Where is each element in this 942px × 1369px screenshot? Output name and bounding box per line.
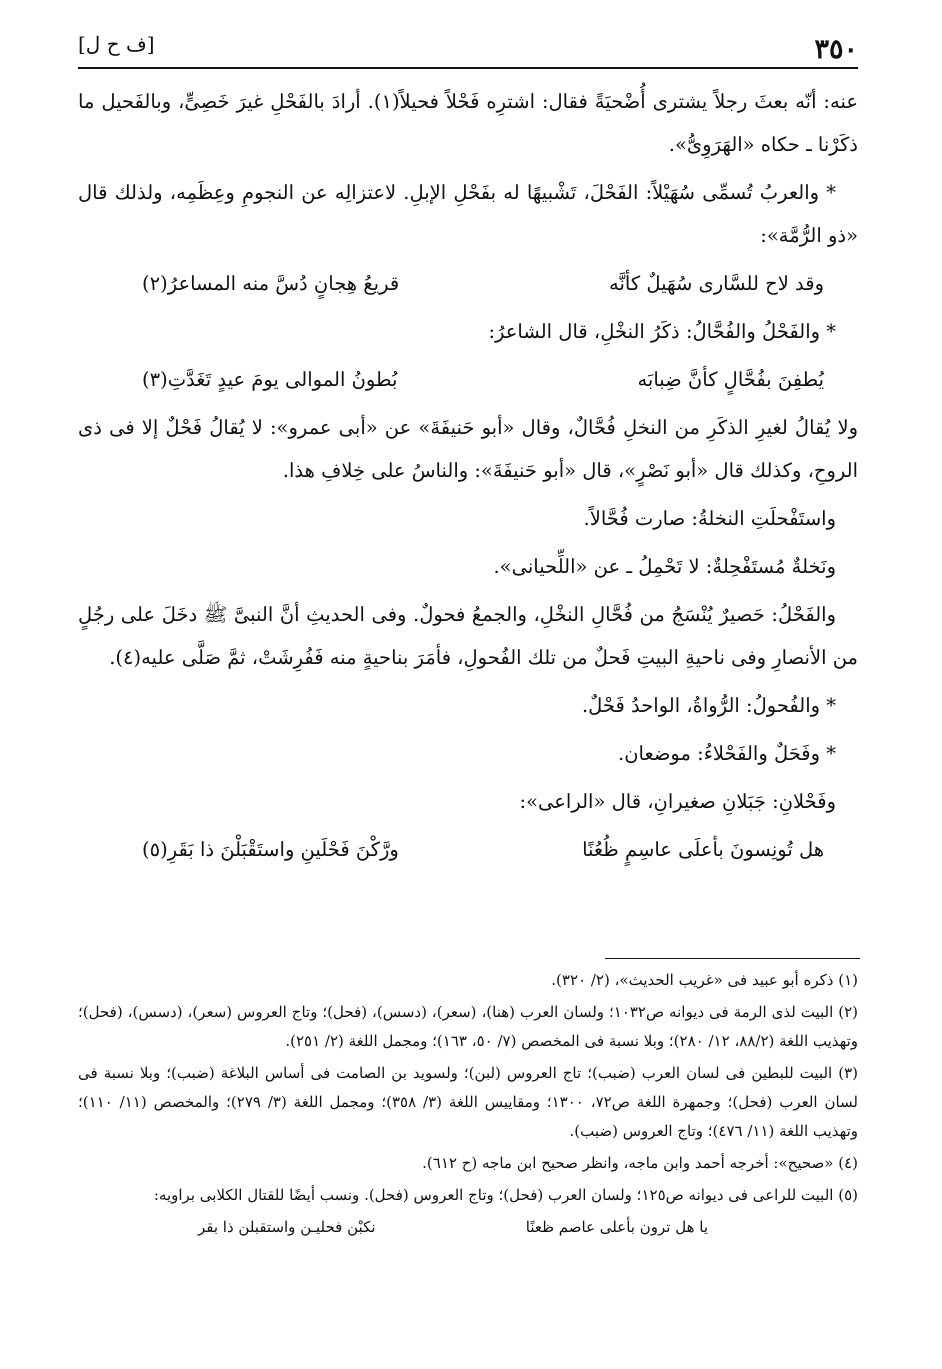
- verse-line: [78, 262, 858, 305]
- header-rule: [78, 67, 858, 69]
- footnote-verse: [78, 1213, 858, 1242]
- root-label: [ف ح ل]: [78, 32, 155, 56]
- verse-line: [78, 828, 858, 871]
- verse-first-hemistich: يُطفِنَ بفُحَّالٍ كأنَّ ضِبابَه: [637, 368, 824, 391]
- paragraph: * والفَحْلُ والفُحَّالُ: ذكَرُ النخْلِ، قال الشاعرُ:: [488, 320, 836, 343]
- footnote-rule: [605, 958, 860, 959]
- footnote: (٥) البيت للراعى فى ديوانه ص١٢٥؛ ولسان العرب (فحل)؛ وتاج العروس (فحل). ونسب أيضًا للقتال الكلابى براويه:: [153, 1186, 858, 1204]
- verse-first-hemistich: هل تُونِسونَ بأعلَى عاسِمٍ ظُعُنًا: [582, 838, 824, 861]
- paragraph: والفَحْلُ: حَصيرٌ يُنْسَجُ من فُحَّالِ النخْلِ، والجمعُ فحولٌ. وفى الحديثِ أنَّ النبىَّ ﷺ دخَلَ على رجُلٍ من الأنصارِ وفى ناحيةِ البيتِ فَحلٌ من تلك الفُحولِ، فأمَرَ بناحيةٍ منه فَفُرِشَتْ، ثمَّ صَلَّى عليه(٤).: [78, 603, 858, 669]
- paragraph: * والفُحولُ: الرُّواةُ، الواحدُ فَحْلٌ.: [581, 694, 836, 717]
- paragraph: واستَفْحلَتِ النخلةُ: صارت فُحَّالاً.: [583, 507, 836, 530]
- paragraph: * والعربُ تُسمِّى سُهَيْلاً: الفَحْلَ، تَشْبيهًا له بفَحْلِ الإبلِ. لاعتزالِه عن النجومِ وعِظَمِه، ولذلك قال «ذو الرُّمَّة»:: [78, 181, 858, 247]
- main-text: [78, 80, 858, 876]
- footnote: (٢) البيت لذى الرمة فى ديوانه ص١٠٣٢؛ ولسان العرب (هنا)، (سعر)، (دسس)، (فحل)؛ وتاج العروس (سعر)، (دسس)، (فحل)؛ وتهذيب اللغة (٨٨/٢، ١٢/ ٢٨٠)؛ وبلا نسبة فى المخصص (٧/ ٥٠، ١٦٣)؛ ومجمل اللغة (٢/ ٢٥١).: [78, 1003, 858, 1050]
- footnote: (١) ذكره أبو عبيد فى «غريب الحديث»، (٢/ ٣٢٠).: [551, 971, 858, 989]
- verse-second-hemistich: بُطونُ الموالى يومَ عيدٍ تَغَدَّتِ(٣): [142, 368, 398, 391]
- verse-first-hemistich: وقد لاح للسَّارى سُهَيلٌ كأنَّه: [609, 272, 824, 295]
- paragraph: عنه: أنّه بعثَ رجلاً يشترى أُضْحيَةً فقال: اشترِه فَحْلاً فحيلاً(١). أرادَ بالفَحْلِ غيرَ خَصِىٍّ، وبالفَحيل ما ذكَرْنا ـ حكاه «الهَرَوِىُّ».: [78, 90, 858, 156]
- footnote: (٤) «صحيح»: أخرجه أحمد وابن ماجه، وانظر صحيح ابن ماجه (ح ٦١٢).: [422, 1154, 858, 1172]
- verse-second-hemistich: قريعُ هِجانٍ دُسَّ منه المساعرُ(٢): [142, 272, 400, 295]
- page-number: ٣٥٠: [814, 34, 858, 65]
- footnotes: [78, 966, 858, 1242]
- footnote: (٣) البيت للبطين فى لسان العرب (ضبب)؛ تاج العروس (لبن)؛ ولسويد بن الصامت فى أساس البلاغة (ضبب)؛ وبلا نسبة فى لسان العرب (فحل)؛ وجمهرة اللغة ص٧٢، ١٣٠٠؛ ومقاييس اللغة (٣/ ٣٥٨)؛ ومجمل اللغة (٣/ ٢٧٩)؛ والمخصص (١١/ ١١٠)؛ وتهذيب اللغة (١١/ ٤٧٦)؛ وتاج العروس (ضبب).: [78, 1064, 858, 1140]
- verse-second-hemistich: ورَّكْنَ فَحْلَينِ واستَقْبَلْنَ ذا بَقَرِ(٥): [142, 838, 399, 861]
- footnote-verse-second: نكبْن فحليـن واستقبلن ذا بقر: [198, 1218, 376, 1236]
- page-header: [78, 30, 858, 64]
- paragraph: * وفَحَلٌ والفَحْلاءُ: موضعان.: [618, 742, 836, 765]
- footnote-verse-first: يا هل ترون بأعلى عاصم ظعنًا: [525, 1218, 708, 1236]
- verse-line: [78, 358, 858, 401]
- paragraph: ولا يُقالُ لغيرِ الذكَرِ من النخلِ فُحَّالٌ، وقال «أبو حَنيفَةَ» عن «أبى عمرو»: لا يُقالُ فَحْلٌ إلا فى ذى الروحِ، وكذلك قال «أبو نَصْرٍ»، قال «أبو حَنيفَةَ»: والناسُ على خِلافِ هذا.: [78, 416, 858, 482]
- paragraph: ونَخلةٌ مُستَفْحِلةٌ: لا تَحْمِلُ ـ عن «اللِّحيانى».: [493, 555, 836, 578]
- paragraph: وفَحْلانِ: جَبَلانِ صغيرانِ، قال «الراعى»:: [519, 790, 836, 813]
